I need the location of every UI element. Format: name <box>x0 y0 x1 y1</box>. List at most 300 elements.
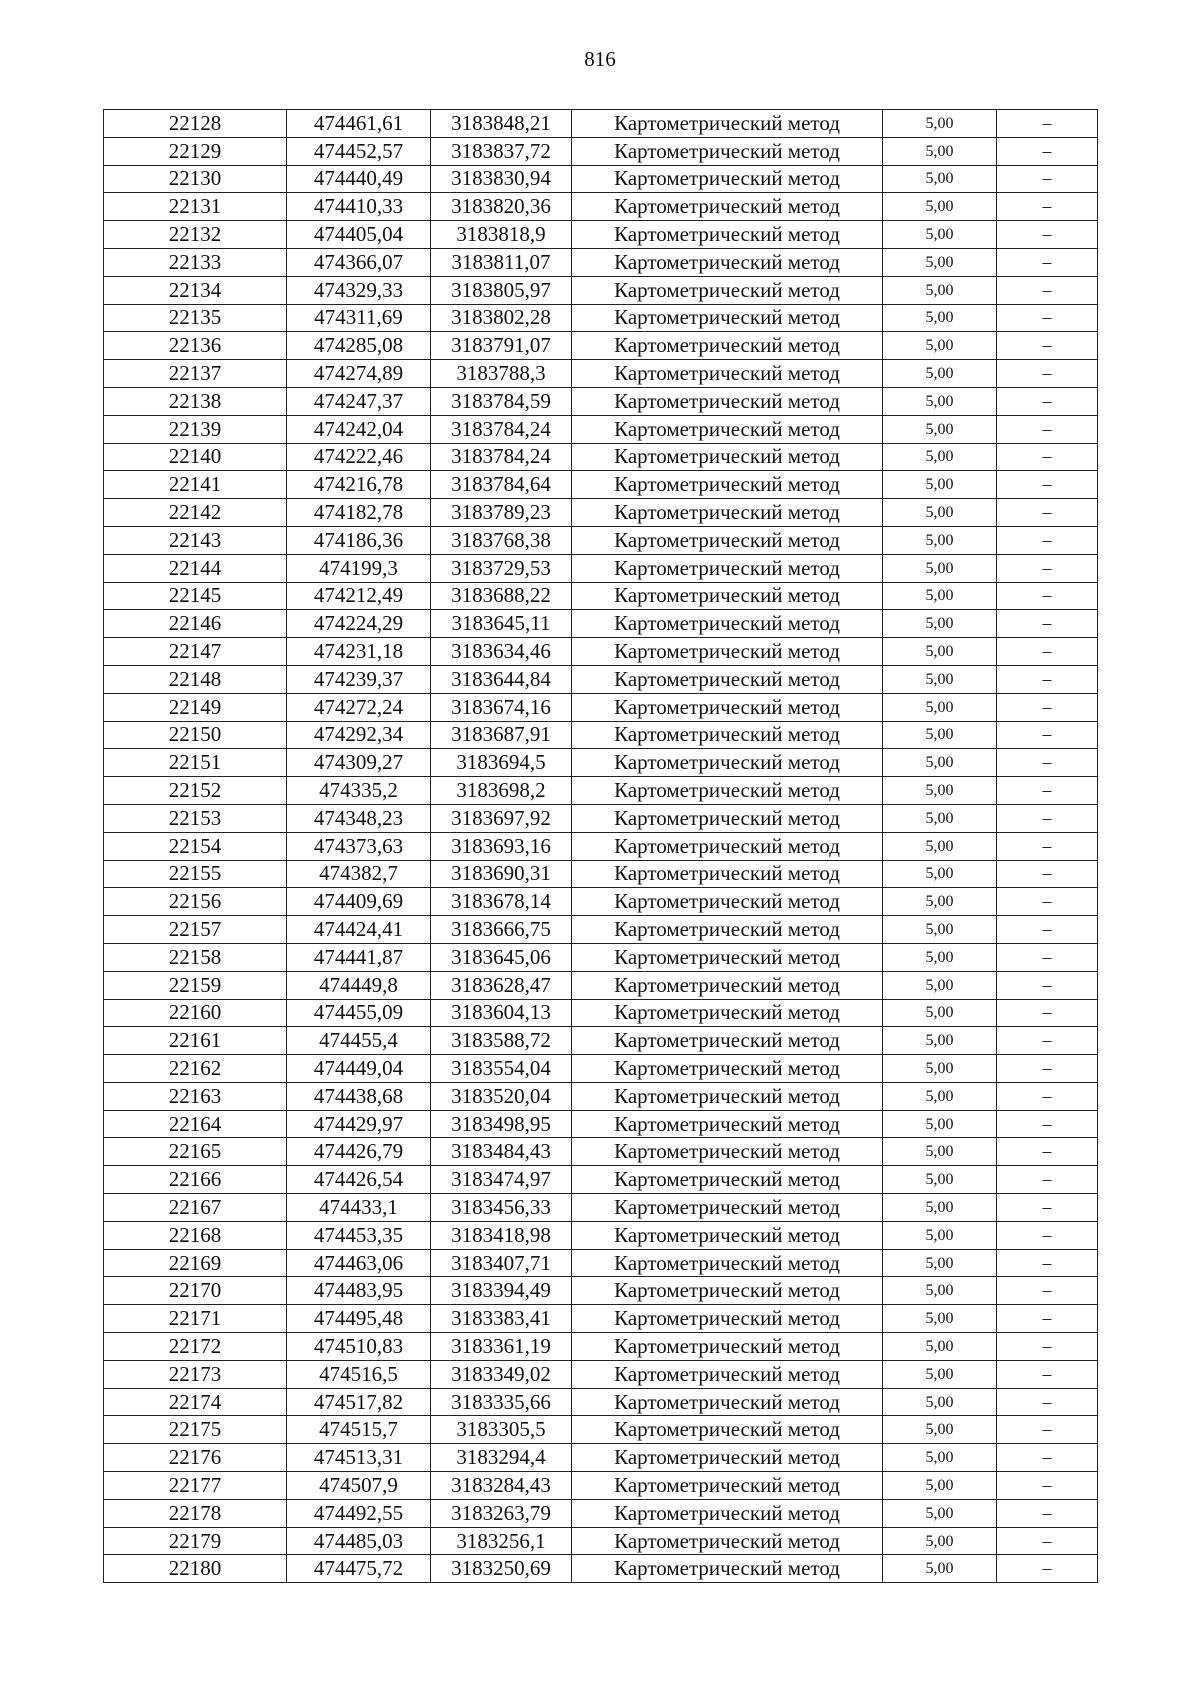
x-coordinate-cell: 474510,83 <box>287 1333 431 1361</box>
accuracy-cell: 5,00 <box>883 1110 997 1138</box>
x-coordinate-cell: 474485,03 <box>287 1527 431 1555</box>
table-row <box>104 304 1098 332</box>
accuracy-cell: 5,00 <box>883 1305 997 1333</box>
x-coordinate-cell: 474429,97 <box>287 1110 431 1138</box>
table-row <box>104 1277 1098 1305</box>
method-cell: Картометрический метод <box>572 471 883 499</box>
point-number-cell: 22155 <box>104 860 287 888</box>
table-row <box>104 332 1098 360</box>
y-coordinate-cell: 3183484,43 <box>431 1138 572 1166</box>
x-coordinate-cell: 474433,1 <box>287 1194 431 1222</box>
x-coordinate-cell: 474272,24 <box>287 693 431 721</box>
y-coordinate-cell: 3183820,36 <box>431 193 572 221</box>
note-cell: – <box>997 1055 1098 1083</box>
method-cell: Картометрический метод <box>572 971 883 999</box>
point-number-cell: 22137 <box>104 360 287 388</box>
x-coordinate-cell: 474463,06 <box>287 1249 431 1277</box>
accuracy-cell: 5,00 <box>883 1138 997 1166</box>
point-number-cell: 22149 <box>104 693 287 721</box>
y-coordinate-cell: 3183418,98 <box>431 1221 572 1249</box>
y-coordinate-cell: 3183848,21 <box>431 110 572 138</box>
accuracy-cell: 5,00 <box>883 1472 997 1500</box>
point-number-cell: 22156 <box>104 888 287 916</box>
table-row <box>104 943 1098 971</box>
point-number-cell: 22152 <box>104 777 287 805</box>
coordinates-table <box>103 109 1098 1583</box>
method-cell: Картометрический метод <box>572 1499 883 1527</box>
point-number-cell: 22139 <box>104 415 287 443</box>
table-row <box>104 721 1098 749</box>
table-row <box>104 1249 1098 1277</box>
accuracy-cell: 5,00 <box>883 1360 997 1388</box>
point-number-cell: 22140 <box>104 443 287 471</box>
y-coordinate-cell: 3183284,43 <box>431 1472 572 1500</box>
method-cell: Картометрический метод <box>572 526 883 554</box>
method-cell: Картометрический метод <box>572 248 883 276</box>
point-number-cell: 22143 <box>104 526 287 554</box>
x-coordinate-cell: 474409,69 <box>287 888 431 916</box>
x-coordinate-cell: 474373,63 <box>287 832 431 860</box>
table-row <box>104 999 1098 1027</box>
x-coordinate-cell: 474453,35 <box>287 1221 431 1249</box>
accuracy-cell: 5,00 <box>883 888 997 916</box>
accuracy-cell: 5,00 <box>883 1388 997 1416</box>
note-cell: – <box>997 860 1098 888</box>
y-coordinate-cell: 3183456,33 <box>431 1194 572 1222</box>
point-number-cell: 22168 <box>104 1221 287 1249</box>
y-coordinate-cell: 3183802,28 <box>431 304 572 332</box>
x-coordinate-cell: 474492,55 <box>287 1499 431 1527</box>
note-cell: – <box>997 526 1098 554</box>
point-number-cell: 22167 <box>104 1194 287 1222</box>
accuracy-cell: 5,00 <box>883 916 997 944</box>
table-row <box>104 804 1098 832</box>
note-cell: – <box>997 443 1098 471</box>
x-coordinate-cell: 474507,9 <box>287 1472 431 1500</box>
x-coordinate-cell: 474405,04 <box>287 221 431 249</box>
point-number-cell: 22153 <box>104 804 287 832</box>
point-number-cell: 22136 <box>104 332 287 360</box>
note-cell: – <box>997 1444 1098 1472</box>
note-cell: – <box>997 665 1098 693</box>
method-cell: Картометрический метод <box>572 693 883 721</box>
note-cell: – <box>997 1194 1098 1222</box>
point-number-cell: 22142 <box>104 499 287 527</box>
table-row <box>104 471 1098 499</box>
point-number-cell: 22134 <box>104 276 287 304</box>
method-cell: Картометрический метод <box>572 721 883 749</box>
x-coordinate-cell: 474292,34 <box>287 721 431 749</box>
note-cell: – <box>997 916 1098 944</box>
y-coordinate-cell: 3183645,06 <box>431 943 572 971</box>
accuracy-cell: 5,00 <box>883 1194 997 1222</box>
point-number-cell: 22135 <box>104 304 287 332</box>
table-row <box>104 415 1098 443</box>
point-number-cell: 22130 <box>104 165 287 193</box>
accuracy-cell: 5,00 <box>883 471 997 499</box>
table-row <box>104 665 1098 693</box>
method-cell: Картометрический метод <box>572 665 883 693</box>
point-number-cell: 22150 <box>104 721 287 749</box>
method-cell: Картометрический метод <box>572 1333 883 1361</box>
table-row <box>104 1082 1098 1110</box>
accuracy-cell: 5,00 <box>883 665 997 693</box>
accuracy-cell: 5,00 <box>883 554 997 582</box>
point-number-cell: 22141 <box>104 471 287 499</box>
table-row <box>104 1388 1098 1416</box>
point-number-cell: 22173 <box>104 1360 287 1388</box>
note-cell: – <box>997 804 1098 832</box>
note-cell: – <box>997 1110 1098 1138</box>
y-coordinate-cell: 3183789,23 <box>431 499 572 527</box>
x-coordinate-cell: 474366,07 <box>287 248 431 276</box>
table-row <box>104 1333 1098 1361</box>
x-coordinate-cell: 474231,18 <box>287 638 431 666</box>
table-row <box>104 888 1098 916</box>
method-cell: Картометрический метод <box>572 777 883 805</box>
method-cell: Картометрический метод <box>572 110 883 138</box>
point-number-cell: 22128 <box>104 110 287 138</box>
accuracy-cell: 5,00 <box>883 1333 997 1361</box>
table-row <box>104 137 1098 165</box>
method-cell: Картометрический метод <box>572 443 883 471</box>
note-cell: – <box>997 1082 1098 1110</box>
method-cell: Картометрический метод <box>572 943 883 971</box>
x-coordinate-cell: 474329,33 <box>287 276 431 304</box>
accuracy-cell: 5,00 <box>883 721 997 749</box>
x-coordinate-cell: 474311,69 <box>287 304 431 332</box>
note-cell: – <box>997 165 1098 193</box>
y-coordinate-cell: 3183383,41 <box>431 1305 572 1333</box>
x-coordinate-cell: 474455,4 <box>287 1027 431 1055</box>
method-cell: Картометрический метод <box>572 1388 883 1416</box>
method-cell: Картометрический метод <box>572 860 883 888</box>
point-number-cell: 22165 <box>104 1138 287 1166</box>
method-cell: Картометрический метод <box>572 1221 883 1249</box>
table-row <box>104 610 1098 638</box>
y-coordinate-cell: 3183634,46 <box>431 638 572 666</box>
y-coordinate-cell: 3183687,91 <box>431 721 572 749</box>
x-coordinate-cell: 474224,29 <box>287 610 431 638</box>
table-row <box>104 1110 1098 1138</box>
table-row <box>104 1472 1098 1500</box>
y-coordinate-cell: 3183805,97 <box>431 276 572 304</box>
accuracy-cell: 5,00 <box>883 860 997 888</box>
point-number-cell: 22133 <box>104 248 287 276</box>
y-coordinate-cell: 3183784,64 <box>431 471 572 499</box>
accuracy-cell: 5,00 <box>883 304 997 332</box>
accuracy-cell: 5,00 <box>883 1166 997 1194</box>
note-cell: – <box>997 193 1098 221</box>
x-coordinate-cell: 474242,04 <box>287 415 431 443</box>
accuracy-cell: 5,00 <box>883 1249 997 1277</box>
accuracy-cell: 5,00 <box>883 137 997 165</box>
method-cell: Картометрический метод <box>572 1110 883 1138</box>
x-coordinate-cell: 474216,78 <box>287 471 431 499</box>
method-cell: Картометрический метод <box>572 1305 883 1333</box>
method-cell: Картометрический метод <box>572 1416 883 1444</box>
point-number-cell: 22170 <box>104 1277 287 1305</box>
method-cell: Картометрический метод <box>572 499 883 527</box>
x-coordinate-cell: 474285,08 <box>287 332 431 360</box>
y-coordinate-cell: 3183263,79 <box>431 1499 572 1527</box>
y-coordinate-cell: 3183666,75 <box>431 916 572 944</box>
table-row <box>104 360 1098 388</box>
method-cell: Картометрический метод <box>572 916 883 944</box>
x-coordinate-cell: 474515,7 <box>287 1416 431 1444</box>
point-number-cell: 22158 <box>104 943 287 971</box>
x-coordinate-cell: 474186,36 <box>287 526 431 554</box>
y-coordinate-cell: 3183588,72 <box>431 1027 572 1055</box>
accuracy-cell: 5,00 <box>883 749 997 777</box>
note-cell: – <box>997 1277 1098 1305</box>
accuracy-cell: 5,00 <box>883 443 997 471</box>
x-coordinate-cell: 474516,5 <box>287 1360 431 1388</box>
method-cell: Картометрический метод <box>572 582 883 610</box>
note-cell: – <box>997 610 1098 638</box>
note-cell: – <box>997 1333 1098 1361</box>
y-coordinate-cell: 3183674,16 <box>431 693 572 721</box>
note-cell: – <box>997 1360 1098 1388</box>
y-coordinate-cell: 3183628,47 <box>431 971 572 999</box>
note-cell: – <box>997 1472 1098 1500</box>
accuracy-cell: 5,00 <box>883 1055 997 1083</box>
note-cell: – <box>997 471 1098 499</box>
accuracy-cell: 5,00 <box>883 582 997 610</box>
accuracy-cell: 5,00 <box>883 499 997 527</box>
y-coordinate-cell: 3183407,71 <box>431 1249 572 1277</box>
method-cell: Картометрический метод <box>572 415 883 443</box>
method-cell: Картометрический метод <box>572 1277 883 1305</box>
y-coordinate-cell: 3183335,66 <box>431 1388 572 1416</box>
point-number-cell: 22147 <box>104 638 287 666</box>
y-coordinate-cell: 3183688,22 <box>431 582 572 610</box>
note-cell: – <box>997 248 1098 276</box>
table-row <box>104 860 1098 888</box>
point-number-cell: 22166 <box>104 1166 287 1194</box>
point-number-cell: 22171 <box>104 1305 287 1333</box>
method-cell: Картометрический метод <box>572 1360 883 1388</box>
method-cell: Картометрический метод <box>572 360 883 388</box>
x-coordinate-cell: 474247,37 <box>287 387 431 415</box>
accuracy-cell: 5,00 <box>883 110 997 138</box>
y-coordinate-cell: 3183394,49 <box>431 1277 572 1305</box>
table-row <box>104 1138 1098 1166</box>
y-coordinate-cell: 3183644,84 <box>431 665 572 693</box>
y-coordinate-cell: 3183690,31 <box>431 860 572 888</box>
page-number: 816 <box>584 47 616 71</box>
note-cell: – <box>997 1527 1098 1555</box>
note-cell: – <box>997 1499 1098 1527</box>
x-coordinate-cell: 474452,57 <box>287 137 431 165</box>
point-number-cell: 22145 <box>104 582 287 610</box>
x-coordinate-cell: 474517,82 <box>287 1388 431 1416</box>
method-cell: Картометрический метод <box>572 1138 883 1166</box>
accuracy-cell: 5,00 <box>883 832 997 860</box>
x-coordinate-cell: 474495,48 <box>287 1305 431 1333</box>
x-coordinate-cell: 474483,95 <box>287 1277 431 1305</box>
method-cell: Картометрический метод <box>572 165 883 193</box>
note-cell: – <box>997 749 1098 777</box>
x-coordinate-cell: 474348,23 <box>287 804 431 832</box>
point-number-cell: 22131 <box>104 193 287 221</box>
accuracy-cell: 5,00 <box>883 610 997 638</box>
point-number-cell: 22174 <box>104 1388 287 1416</box>
note-cell: – <box>997 721 1098 749</box>
method-cell: Картометрический метод <box>572 137 883 165</box>
x-coordinate-cell: 474449,04 <box>287 1055 431 1083</box>
accuracy-cell: 5,00 <box>883 221 997 249</box>
accuracy-cell: 5,00 <box>883 1027 997 1055</box>
y-coordinate-cell: 3183784,24 <box>431 415 572 443</box>
note-cell: – <box>997 888 1098 916</box>
table-row <box>104 165 1098 193</box>
method-cell: Картометрический метод <box>572 804 883 832</box>
table-row <box>104 221 1098 249</box>
accuracy-cell: 5,00 <box>883 804 997 832</box>
table-row <box>104 749 1098 777</box>
accuracy-cell: 5,00 <box>883 415 997 443</box>
table-row <box>104 916 1098 944</box>
x-coordinate-cell: 474382,7 <box>287 860 431 888</box>
point-number-cell: 22154 <box>104 832 287 860</box>
table-row <box>104 971 1098 999</box>
y-coordinate-cell: 3183694,5 <box>431 749 572 777</box>
x-coordinate-cell: 474410,33 <box>287 193 431 221</box>
x-coordinate-cell: 474309,27 <box>287 749 431 777</box>
note-cell: – <box>997 415 1098 443</box>
method-cell: Картометрический метод <box>572 193 883 221</box>
point-number-cell: 22179 <box>104 1527 287 1555</box>
method-cell: Картометрический метод <box>572 1194 883 1222</box>
y-coordinate-cell: 3183788,3 <box>431 360 572 388</box>
y-coordinate-cell: 3183554,04 <box>431 1055 572 1083</box>
accuracy-cell: 5,00 <box>883 638 997 666</box>
table-row <box>104 1499 1098 1527</box>
x-coordinate-cell: 474438,68 <box>287 1082 431 1110</box>
note-cell: – <box>997 1555 1098 1583</box>
note-cell: – <box>997 1166 1098 1194</box>
note-cell: – <box>997 554 1098 582</box>
table-row <box>104 582 1098 610</box>
accuracy-cell: 5,00 <box>883 360 997 388</box>
point-number-cell: 22172 <box>104 1333 287 1361</box>
x-coordinate-cell: 474239,37 <box>287 665 431 693</box>
x-coordinate-cell: 474475,72 <box>287 1555 431 1583</box>
note-cell: – <box>997 1027 1098 1055</box>
accuracy-cell: 5,00 <box>883 165 997 193</box>
x-coordinate-cell: 474182,78 <box>287 499 431 527</box>
method-cell: Картометрический метод <box>572 1249 883 1277</box>
note-cell: – <box>997 387 1098 415</box>
note-cell: – <box>997 304 1098 332</box>
y-coordinate-cell: 3183361,19 <box>431 1333 572 1361</box>
table-row <box>104 1166 1098 1194</box>
method-cell: Картометрический метод <box>572 749 883 777</box>
point-number-cell: 22157 <box>104 916 287 944</box>
table-row <box>104 1194 1098 1222</box>
point-number-cell: 22160 <box>104 999 287 1027</box>
point-number-cell: 22177 <box>104 1472 287 1500</box>
note-cell: – <box>997 276 1098 304</box>
x-coordinate-cell: 474222,46 <box>287 443 431 471</box>
y-coordinate-cell: 3183256,1 <box>431 1527 572 1555</box>
table-row <box>104 1360 1098 1388</box>
table-row <box>104 387 1098 415</box>
method-cell: Картометрический метод <box>572 304 883 332</box>
note-cell: – <box>997 693 1098 721</box>
table-row <box>104 1221 1098 1249</box>
method-cell: Картометрический метод <box>572 999 883 1027</box>
accuracy-cell: 5,00 <box>883 1444 997 1472</box>
accuracy-cell: 5,00 <box>883 693 997 721</box>
y-coordinate-cell: 3183768,38 <box>431 526 572 554</box>
note-cell: – <box>997 943 1098 971</box>
method-cell: Картометрический метод <box>572 888 883 916</box>
table-row <box>104 248 1098 276</box>
coordinates-table-body <box>104 110 1098 1583</box>
note-cell: – <box>997 1305 1098 1333</box>
x-coordinate-cell: 474426,79 <box>287 1138 431 1166</box>
table-row <box>104 499 1098 527</box>
y-coordinate-cell: 3183474,97 <box>431 1166 572 1194</box>
x-coordinate-cell: 474274,89 <box>287 360 431 388</box>
table-row <box>104 554 1098 582</box>
note-cell: – <box>997 1388 1098 1416</box>
point-number-cell: 22144 <box>104 554 287 582</box>
table-row <box>104 193 1098 221</box>
point-number-cell: 22169 <box>104 1249 287 1277</box>
y-coordinate-cell: 3183305,5 <box>431 1416 572 1444</box>
x-coordinate-cell: 474455,09 <box>287 999 431 1027</box>
method-cell: Картометрический метод <box>572 1527 883 1555</box>
accuracy-cell: 5,00 <box>883 526 997 554</box>
table-row <box>104 443 1098 471</box>
accuracy-cell: 5,00 <box>883 1527 997 1555</box>
table-row <box>104 1055 1098 1083</box>
note-cell: – <box>997 1249 1098 1277</box>
point-number-cell: 22129 <box>104 137 287 165</box>
point-number-cell: 22161 <box>104 1027 287 1055</box>
x-coordinate-cell: 474440,49 <box>287 165 431 193</box>
table-row <box>104 110 1098 138</box>
method-cell: Картометрический метод <box>572 1166 883 1194</box>
method-cell: Картометрический метод <box>572 332 883 360</box>
accuracy-cell: 5,00 <box>883 248 997 276</box>
table-row <box>104 1555 1098 1583</box>
note-cell: – <box>997 971 1098 999</box>
y-coordinate-cell: 3183349,02 <box>431 1360 572 1388</box>
note-cell: – <box>997 999 1098 1027</box>
method-cell: Картометрический метод <box>572 276 883 304</box>
point-number-cell: 22151 <box>104 749 287 777</box>
method-cell: Картометрический метод <box>572 1082 883 1110</box>
note-cell: – <box>997 777 1098 805</box>
note-cell: – <box>997 137 1098 165</box>
note-cell: – <box>997 110 1098 138</box>
point-number-cell: 22132 <box>104 221 287 249</box>
accuracy-cell: 5,00 <box>883 387 997 415</box>
note-cell: – <box>997 1416 1098 1444</box>
note-cell: – <box>997 221 1098 249</box>
x-coordinate-cell: 474449,8 <box>287 971 431 999</box>
accuracy-cell: 5,00 <box>883 971 997 999</box>
method-cell: Картометрический метод <box>572 221 883 249</box>
y-coordinate-cell: 3183498,95 <box>431 1110 572 1138</box>
y-coordinate-cell: 3183645,11 <box>431 610 572 638</box>
y-coordinate-cell: 3183830,94 <box>431 165 572 193</box>
table-row <box>104 526 1098 554</box>
